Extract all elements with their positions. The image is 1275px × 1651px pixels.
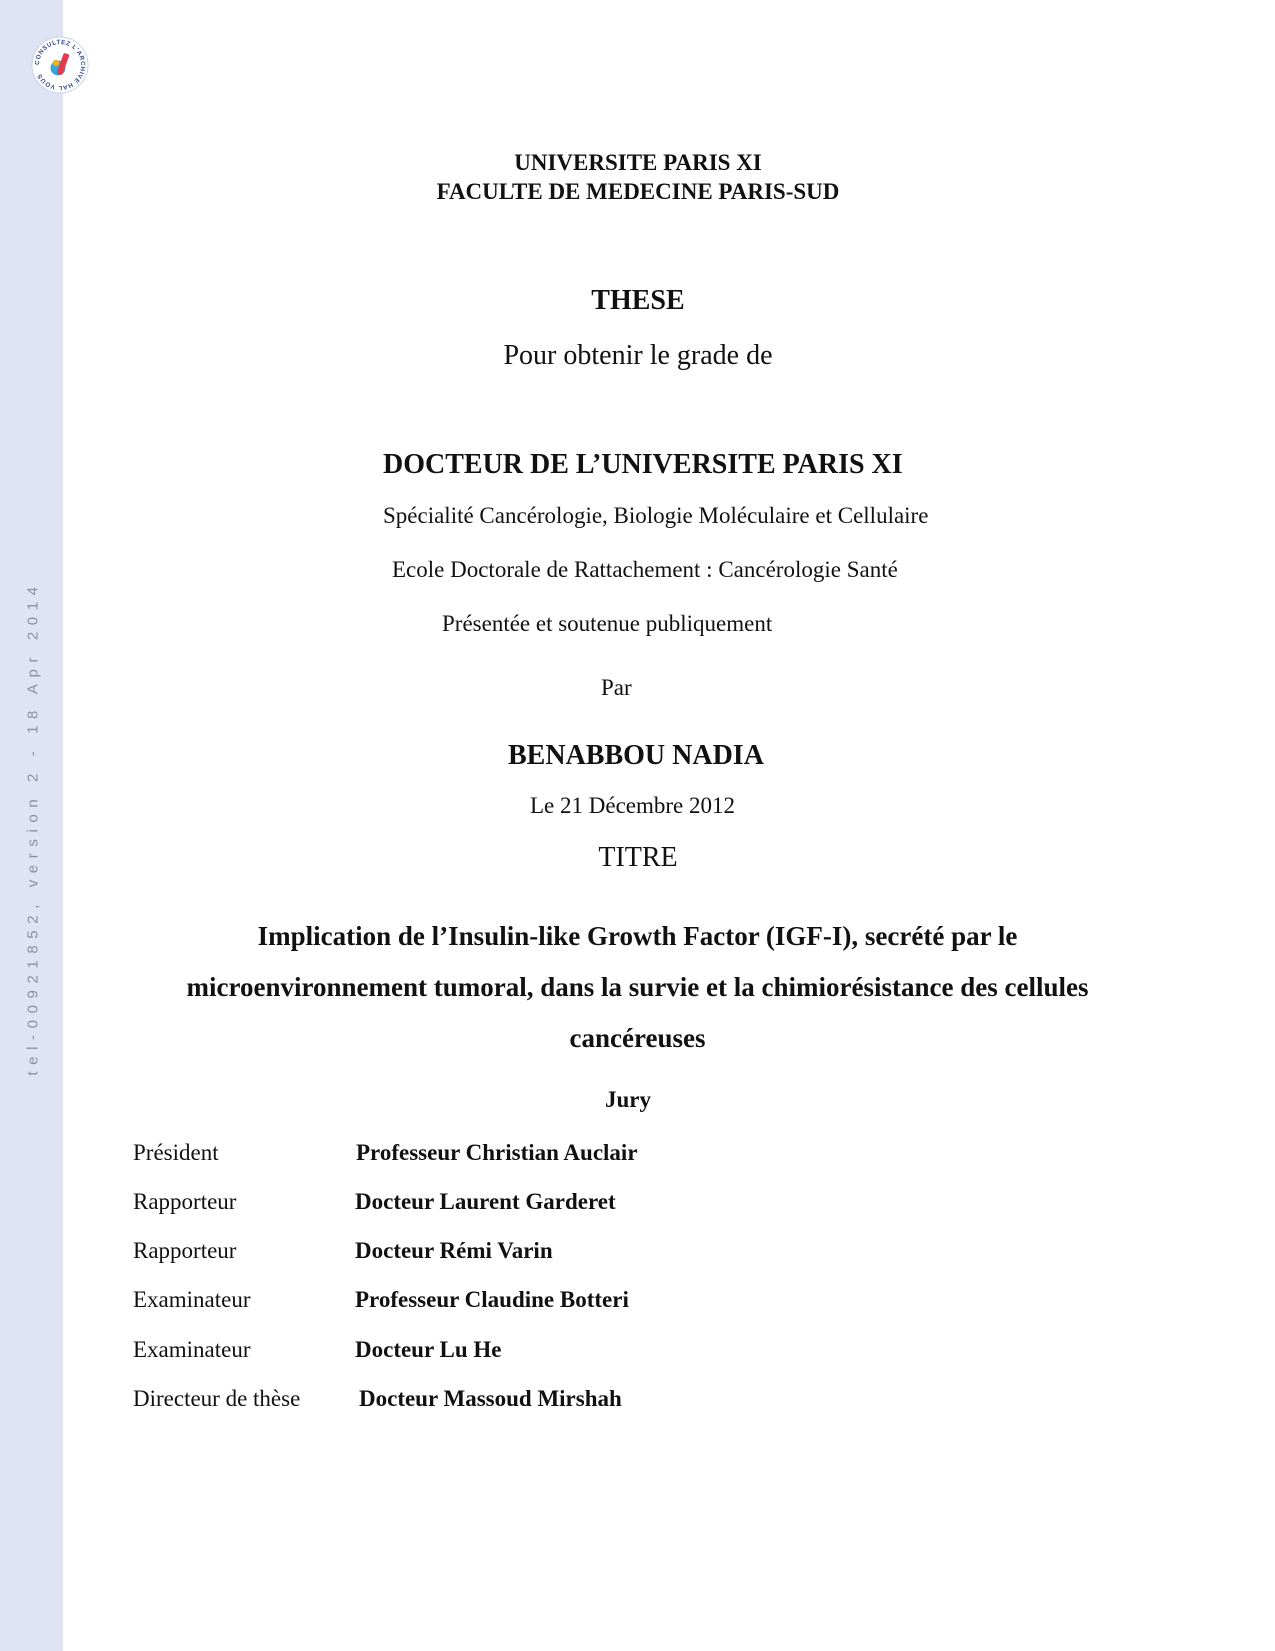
svg-text:CONSULTEZ L'ARCHIVE HAL VOUS: CONSULTEZ L'ARCHIVE HAL VOUS: [33, 38, 87, 92]
jury-role: Président: [133, 1140, 219, 1165]
faculty-name: FACULTE DE MEDECINE PARIS-SUD: [436, 179, 840, 204]
jury-heading: Jury: [605, 1087, 651, 1112]
presentation-note: Présentée et soutenue publiquement: [442, 611, 773, 636]
jury-role: Examinateur: [133, 1287, 251, 1312]
university-header: [63, 148, 1213, 206]
jury-member: Docteur Laurent Garderet: [355, 1189, 616, 1214]
jury-role: Directeur de thèse: [133, 1386, 301, 1411]
degree-intro: Pour obtenir le grade de: [503, 340, 773, 371]
thesis-title: [135, 911, 1140, 1064]
thesis-title-line: cancéreuses: [569, 1023, 706, 1053]
jury-role: Rapporteur: [133, 1189, 237, 1214]
author-name: BENABBOU NADIA: [508, 740, 764, 771]
thesis-label: THESE: [591, 285, 685, 316]
title-label: TITRE: [598, 842, 678, 873]
university-name: UNIVERSITE PARIS XI: [514, 150, 762, 175]
thesis-title-line: Implication de l’Insulin-like Growth Factor (IGF-I), secrété par le: [257, 921, 1018, 951]
jury-member: Professeur Claudine Botteri: [355, 1287, 629, 1312]
defense-date: Le 21 Décembre 2012: [530, 793, 736, 818]
jury-role: Rapporteur: [133, 1238, 237, 1263]
thesis-title-line: microenvironnement tumoral, dans la survie et la chimiorésistance des cellules: [186, 972, 1089, 1002]
jury-member: Professeur Christian Auclair: [356, 1140, 638, 1165]
specialty: Spécialité Cancérologie, Biologie Moléculaire et Cellulaire: [383, 503, 929, 528]
by-label: Par: [601, 675, 632, 700]
jury-member: Docteur Rémi Varin: [355, 1238, 553, 1263]
archive-watermark: tel-00921852, version 2 - 18 Apr 2014: [24, 580, 42, 1076]
hal-archive-logo-icon[interactable]: [31, 36, 89, 94]
jury-member: Docteur Lu He: [355, 1337, 502, 1362]
degree-title: DOCTEUR DE L’UNIVERSITE PARIS XI: [383, 449, 903, 480]
archive-sidebar: [0, 0, 87, 1651]
doctoral-school: Ecole Doctorale de Rattachement : Cancérologie Santé: [392, 557, 898, 582]
jury-role: Examinateur: [133, 1337, 251, 1362]
jury-member: Docteur Massoud Mirshah: [359, 1386, 622, 1411]
